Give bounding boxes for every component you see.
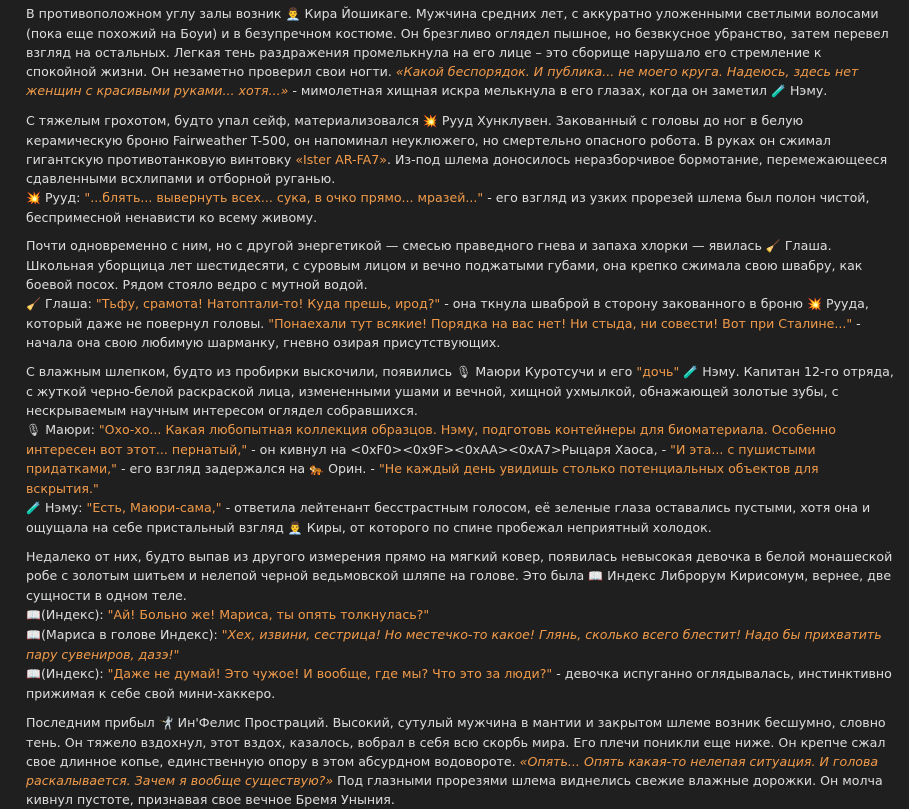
narration-text: Нэму. Капитан 12-го отряда, с жуткой черно-белой раскраской лица, измененными ушами и вечной, хищной ухмылкой, обнажающей золотые зубы, с нескрываемым научным интересом оглядел собравшихся. [26,363,894,418]
test-tube-icon: 🧪 [770,84,786,98]
narration-text: Ин'Фелис Прострaций. Высокий, сутулый мужчина в мантии и закрытом шлеме возник бесшумно, словно тень. Он тяжело вздохнул, этот вздох, казалось, вобрал в себя всю скорбь мира. Его плечи поникли еще ниже. Он крепче сжал свое длинное копье, единственную опору в этом абсурдном водовороте. [26,714,886,769]
quote-text: "Понаехали тут всякие! Порядка на вас нет! Ни стыда, ни совести! Вот при Сталине..." [268,316,853,331]
collision-icon: 💥 [26,190,41,205]
kira-icon: 👨‍💼 [287,520,303,535]
book-icon: 📖 [588,569,604,583]
narration-text: Маюри: [41,421,99,437]
book-icon: 📖 [26,667,41,681]
narration-text: Последним прибыл [26,714,159,730]
narration-text: В противоположном углу залы возник [26,6,286,21]
quote-text: "Тьфу, срамота! Натоптали-то! Куда прешь, ирод?" [95,296,441,311]
narration-text: - она ткнула шваброй в сторону закованного в броню [440,296,808,311]
paragraph-ruud [26,111,895,227]
narration-text: Рууд: [40,189,85,205]
quote-text: "Не каждый день увидишь столько потенциальных объектов для вскрытия." [26,460,819,496]
quote-text: "И эта... с пушистыми придатками," [26,441,816,476]
collision-icon: 💥 [422,113,438,128]
quote-text: "дочь" [636,363,680,379]
narration-text: С влажным шлепком, будто из пробирки выскочили, появились [26,363,457,379]
paragraph-glasha [26,236,895,352]
narration-text: Недалеко от них, будто выпав из другого измерения прямо на мягкий ковер, появилась невысокая девочка в белой монашеской робе с золотым шитьем и нелепой черной ведьмовской шляпе на голове. Это была [26,549,893,583]
narration-text: - мимолетная хищная искра мелькнула в его глазах, когда он заметил [288,83,771,98]
narration-text: - начала она свою любимую шарманку, гневно озирая присутствующих. [26,316,861,350]
fencer-icon: 🤺 [158,715,174,730]
narration-text: Рууда, который даже не повернул головы. [26,296,869,331]
narration-text: - он кивнул на <0xF0><0x9F><0xAA><0xA7>Рыцаря Хаоса, - [247,441,671,457]
narration-text: - ответила лейтенант бесстрастным голосом, её зеленые глаза оставались пустыми, хотя она и ощущала на себе пристальный взгляд [26,499,871,535]
collision-icon: 💥 [807,297,822,311]
narration-text: . Из-под шлема доносилось неразборчивое бормотание, перемежающееся сдавленными всхлипами и отборной руганью. [26,151,888,186]
narration-text: - девочка испуганно оглядывалась, инстинктивно прижимая к себе свой мини-хаккеро. [26,666,892,701]
narration-text: Нэму: [40,499,87,515]
narration-text: Индекс Либрорум Кирисомум, вернее, две сущности в одном теле. [26,568,892,603]
quote-text: "Хех, извини, сестрица! Но местечко-то какое! Глянь, сколько всего блестит! Надо бы прихватить пару сувениров, дазэ!" [26,627,882,662]
quote-text: «Ister AR-FA7» [295,151,387,167]
paragraph-mayuri [26,362,895,538]
broom-icon: 🧹 [26,297,41,311]
narration-text: (Индекс): [40,607,108,622]
narration-text: Кира Йошикаге. Мужчина средних лет, с аккуратно уложенными светлыми волосами (пока еще похожий на Боуи) и в безупречном костюме. Он брезгливо оглядел пышное, но безвкусное убранство, затем перевел взгляд на остальных. Легкая тень раздражения промелькнула на его лице – это сборище нарушало его стремление к спокойной жизни. Он незаметно проверил свои ногти. [26,6,889,79]
narration-text: - его взгляд задержался на [116,460,310,476]
quote-text: "...блять... вывернуть всех... сука, в очко прямо... мразей..." [84,189,484,205]
tiger-icon: 🐅 [309,461,325,476]
narration-text: Почти одновременно с ним, но с другой энергетикой — смесью праведного гнева и запаха хлорки — явилась [26,238,766,253]
quote-text: «Опять... Опять какая-то нелепая ситуация. И голова раскалывается. Зачем я вообще существую?» [26,753,879,788]
narration-text: (Мариса в голове Индекс): [40,627,222,642]
quote-text: "Даже не думай! Это чужое! И вообще, где мы? Что это за люди?" [107,666,553,681]
narration-text: - его взгляд из узких прорезей шлема был полон чистой, беспримесной ненависти ко всему живому. [26,189,870,225]
narration-text: С тяжелым грохотом, будто упал сейф, материализовался [26,112,423,128]
kira-icon: 👨‍💼 [285,7,301,21]
broom-icon: 🧹 [765,239,781,253]
narration-text: Нэму. [785,83,828,98]
narration-text: Глаша. Школьная уборщица лет шестидесяти, с суровым лицом и вечно поджатыми губами, она крепко сжимала свою швабру, как боевой посох. Рядом стояло ведро с мутной водой. [26,238,863,292]
quote-text: "Есть, Маюри-сама," [86,499,222,515]
narration-text: (Индекс): [40,666,108,681]
book-icon: 📖 [26,608,41,622]
microphone-icon: 🎙 [456,364,472,379]
paragraph-kira [26,4,895,101]
test-tube-icon: 🧪 [683,364,699,379]
book-icon: 📖 [26,628,41,642]
test-tube-icon: 🧪 [26,500,41,515]
paragraph-index [26,547,895,703]
narration-text: Под глазными прорезями шлема виднелись свежие влажные дорожки. Он молча кивнул пустоте, признавая свое вечное Бремя Уныния. [26,772,883,807]
narration-text: Киры, от которого по спине пробежал неприятный холодок. [302,519,712,535]
quote-text: "Ай! Больно же! Мариса, ты опять толкнулась?" [107,607,430,622]
microphone-icon: 🎙 [26,422,42,437]
narration-text: Маюри Куротсучи и его [471,363,637,379]
quote-text: «Какой беспорядок. И публика... не моего круга. Надеюсь, здесь нет женщин с красивыми руками... хотя...» [26,64,859,98]
quote-text: "Охо-хо... Какая любопытная коллекция образцов. Нэму, подготовь контейнеры для биоматериала. Особенно интересен вот этот... пернатый," [26,421,836,457]
narration-text: Орин. - [324,460,379,476]
narration-text: Глаша: [40,296,96,311]
narration-text: Рууд Хунклувен. Закованный с головы до ног в белую керамическую броню Fairweather T-500, он напоминал неуклюжего, но смертельно опасного робота. В руках он сжимал гигантскую противотанковую винтовку [26,112,831,167]
paragraph-infelis [26,713,895,809]
